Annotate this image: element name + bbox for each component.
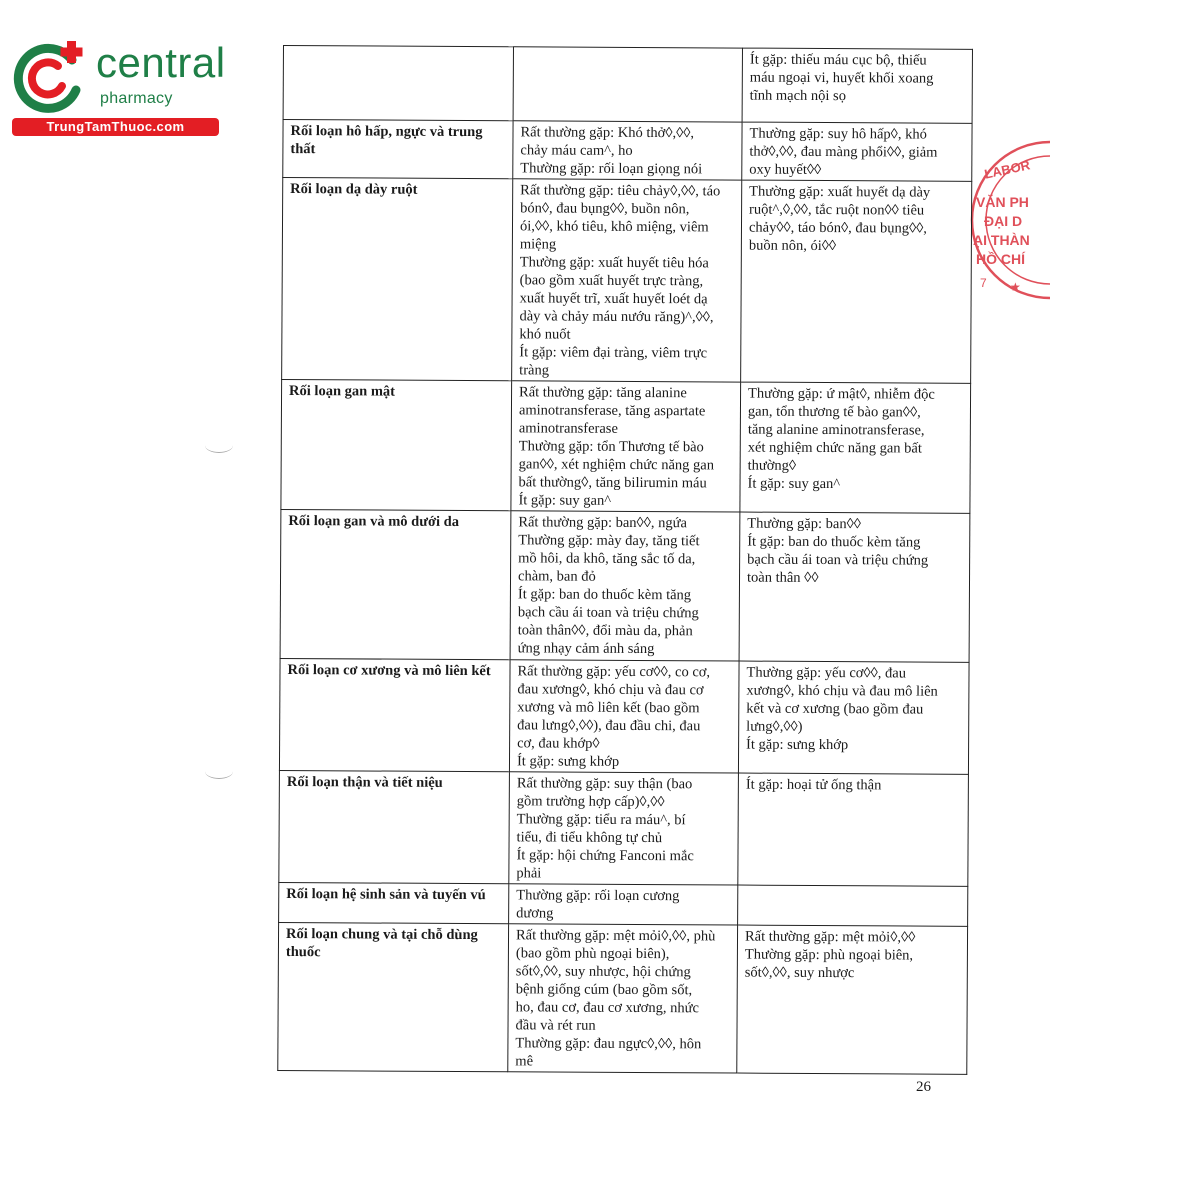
table-row — [278, 922, 968, 1074]
table-row — [280, 509, 970, 662]
frequency-cell-group1 — [512, 179, 742, 382]
cell-line: Rất thường gặp: yếu cơ◊◊, co cơ, — [517, 663, 711, 681]
cell-line: mồ hôi, da khô, tăng sắc tố da, — [518, 550, 696, 568]
stamp-line-6: 7 — [980, 276, 987, 290]
frequency-cell-group1 — [509, 772, 739, 885]
cell-line: buồn nôn, ói◊◊ — [748, 237, 837, 255]
cell-line: Rất thường gặp: tiêu chảy◊,◊◊, táo — [520, 182, 721, 200]
cell-line: bệnh giống cúm (bao gồm sốt, — [515, 981, 693, 999]
cell-line: lưng◊,◊◊) — [746, 718, 803, 735]
category-cell: Rối loạn gan mật — [281, 379, 512, 510]
stamp-line-1: LABOR — [982, 157, 1032, 182]
frequency-cell-group2 — [740, 382, 971, 513]
category-cell: Rối loạn cơ xương và mô liên kết — [279, 658, 510, 771]
cell-line: đau xương◊, khó chịu và đau cơ — [517, 681, 704, 699]
stamp-line-4: ẠI THÀN — [973, 232, 1030, 248]
logo-site-banner: TrungTamThuoc.com — [12, 118, 219, 136]
cell-line: Ít gặp: ban do thuốc kèm tăng — [747, 533, 921, 551]
cell-line: (bao gồm phù ngoại biên), — [515, 945, 670, 963]
stamp-line-5: HỒ CHÍ — [976, 251, 1025, 267]
frequency-cell-group2 — [737, 925, 968, 1074]
cell-line: bón◊, đau bụng◊◊, buồn nôn, — [520, 200, 690, 218]
cell-line: dương — [516, 905, 554, 922]
category-cell: Rối loạn chung và tại chỗ dùng thuốc — [278, 922, 509, 1071]
cell-line: bất thường◊, tăng bilirumin máu — [518, 474, 707, 492]
binder-hole-top — [205, 438, 233, 453]
cell-line: Thường gặp: xuất huyết dạ dày — [749, 183, 931, 201]
cell-line: thường◊ — [747, 457, 797, 474]
cell-line: Thường gặp: mày đay, tăng tiết — [518, 532, 700, 550]
cell-line: dày và chảy máu nướu răng)^,◊◊, — [519, 308, 714, 326]
cell-line: Ít gặp: ban do thuốc kèm tăng — [517, 586, 692, 604]
frequency-cell-group2 — [739, 512, 970, 662]
cell-line: Thường gặp: rối loạn giọng nói — [520, 160, 703, 178]
cell-line: Ít gặp: hoại tử ống thận — [745, 776, 882, 794]
table-row — [279, 770, 969, 886]
cell-line: tăng alanine aminotransferase, — [747, 421, 925, 439]
cell-line: phải — [516, 865, 542, 882]
cell-line: Thường gặp: rối loạn cương — [516, 887, 680, 905]
frequency-cell-group1 — [508, 924, 738, 1073]
category-cell: Rối loạn hệ sinh sản và tuyến vú — [279, 882, 509, 923]
cell-line: Thường gặp: tiểu ra máu^, bí — [516, 811, 686, 829]
cell-line: Ít gặp: suy gan^ — [518, 492, 612, 509]
cell-line: Rất thường gặp: ban◊◊, ngứa — [518, 514, 687, 532]
table-body — [278, 46, 973, 1075]
binder-hole-bottom — [205, 764, 233, 779]
table-row — [279, 658, 969, 774]
cell-line: thở◊,◊◊, đau màng phổi◊◊, giảm — [749, 143, 938, 161]
page-number: 26 — [916, 1079, 931, 1095]
stamp-star-icon: ★ — [1010, 280, 1021, 294]
cell-line: chảy máu cam^, ho — [520, 142, 633, 159]
cell-line: Thường gặp: ứ mật◊, nhiễm độc — [748, 385, 935, 403]
cell-line: Ít gặp: sưng khớp — [746, 736, 849, 754]
table-row — [281, 379, 971, 513]
frequency-cell-group2 — [742, 48, 972, 123]
logo-mark-icon — [10, 38, 90, 118]
cell-line: khó nuốt — [519, 326, 571, 343]
table-row — [283, 46, 972, 124]
cell-line: tràng — [519, 362, 550, 379]
cell-line: xương◊, khó chịu và đau mô liên — [746, 682, 938, 700]
cell-line: đau lưng◊,◊◊), đau đầu chi, đau — [517, 717, 701, 735]
logo-name: central — [96, 39, 226, 86]
table-row — [279, 882, 968, 926]
adverse-reactions-table — [277, 45, 973, 1075]
cell-line: aminotransferase, tăng aspartate — [518, 402, 706, 420]
cell-line: mê — [515, 1053, 534, 1070]
cell-line: Thường gặp: xuất huyết tiêu hóa — [519, 254, 709, 272]
cell-line: Ít gặp: sưng khớp — [516, 753, 620, 770]
cell-line: kết và cơ xương (bao gồm đau — [746, 700, 924, 718]
frequency-cell-group1 — [510, 511, 740, 661]
cell-line: Rất thường gặp: mệt mỏi◊,◊◊, phù — [515, 927, 716, 945]
cell-line: Ít gặp: hội chứng Fanconi mắc — [516, 847, 694, 865]
frequency-cell-group1 — [513, 47, 742, 122]
logo-subtitle: pharmacy — [100, 90, 173, 107]
cell-line: Thường gặp: suy hô hấp◊, khó — [749, 125, 927, 143]
cell-line: aminotransferase — [518, 420, 618, 437]
frequency-cell-group2 — [738, 661, 969, 774]
cell-line: ho, đau cơ, đau cơ xương, nhức — [515, 999, 699, 1017]
cell-line: Rất thường gặp: mệt mỏi◊,◊◊ — [744, 928, 916, 946]
cell-line: Thường gặp: tổn Thương tế bào — [518, 438, 704, 456]
frequency-cell-group2 — [738, 773, 969, 886]
cell-line: máu ngoại vi, huyết khối xoang — [749, 69, 934, 87]
frequency-cell-group1 — [509, 884, 738, 925]
cell-line: xét nghiệm chức năng gan bất — [747, 439, 922, 457]
cell-line: ói,◊◊, khó tiêu, khô miệng, viêm — [519, 218, 709, 236]
cell-line: Thường gặp: ban◊◊ — [747, 515, 861, 533]
cell-line: Ít gặp: viêm đại tràng, viêm trực — [519, 344, 708, 362]
cell-line: sốt◊,◊◊, suy nhược, hội chứng — [515, 963, 691, 981]
table-row — [283, 120, 972, 182]
cell-line: xuất huyết trĩ, xuất huyết loét dạ — [519, 290, 708, 308]
category-cell: Rối loạn dạ dày ruột — [282, 178, 513, 381]
cell-line: gan, tổn thương tế bào gan◊◊, — [747, 403, 921, 421]
cell-line: ruột^,◊,◊◊, tắc ruột non◊◊ tiêu — [749, 201, 925, 219]
cell-line: toàn thân◊◊, đổi màu da, phản — [517, 622, 693, 640]
cell-line: Ít gặp: thiếu máu cục bộ, thiếu — [749, 51, 927, 69]
stamp-line-2: VĂN PH — [976, 194, 1029, 210]
frequency-cell-group2 — [738, 885, 968, 926]
category-cell: Rối loạn thận và tiết niệu — [279, 770, 510, 883]
frequency-cell-group1 — [509, 660, 739, 773]
cell-line: Rất thường gặp: Khó thở◊,◊◊, — [520, 124, 695, 142]
frequency-cell-group1 — [511, 381, 741, 512]
cell-line: sốt◊,◊◊, suy nhược — [744, 964, 855, 982]
cell-line: Thường gặp: phù ngoại biên, — [744, 946, 914, 964]
cell-line: cơ, đau khớp◊ — [517, 735, 600, 752]
frequency-cell-group1 — [513, 121, 742, 180]
cell-line: Thường gặp: đau ngực◊,◊◊, hôn — [515, 1035, 702, 1053]
cell-line: Rất thường gặp: suy thận (bao — [516, 775, 693, 793]
category-cell: Rối loạn gan và mô dưới da — [280, 509, 511, 659]
cell-line: oxy huyết◊◊ — [749, 161, 822, 179]
cell-line: tiểu, đi tiểu không tự chủ — [516, 829, 663, 847]
table-row — [282, 178, 972, 384]
cell-line: (bao gồm xuất huyết trực tràng, — [519, 272, 704, 290]
cell-line: xương và mô liên kết (bao gồm — [517, 699, 700, 717]
frequency-cell-group2 — [742, 122, 972, 181]
cell-line: Ít gặp: suy gan^ — [747, 475, 841, 493]
cell-line: gan◊◊, xét nghiệm chức năng gan — [518, 456, 715, 474]
cell-line: chàm, ban đỏ — [517, 568, 596, 585]
cell-line: chảy◊◊, táo bón◊, đau bụng◊◊, — [748, 219, 927, 237]
category-cell — [283, 46, 513, 121]
cell-line: tĩnh mạch nội sọ — [749, 87, 847, 105]
cell-line: đầu và rét run — [515, 1017, 596, 1034]
category-cell: Rối loạn hô hấp, ngực và trung thất — [283, 120, 513, 179]
cell-line: Rất thường gặp: tăng alanine — [519, 384, 687, 402]
cell-line: bạch cầu ái toan và triệu chứng — [747, 551, 929, 569]
cell-line: bạch cầu ái toan và triệu chứng — [517, 604, 699, 622]
cell-line: toàn thân ◊◊ — [746, 569, 819, 586]
central-pharmacy-logo — [10, 38, 226, 138]
cell-line: miệng — [519, 236, 557, 253]
cell-line: gồm trường hợp cấp)◊,◊◊ — [516, 793, 665, 811]
cell-line: ứng nhạy cảm ánh sáng — [517, 640, 655, 658]
cell-line: Thường gặp: yếu cơ◊◊, đau — [746, 664, 907, 682]
stamp-line-3: ĐẠI D — [984, 213, 1023, 229]
frequency-cell-group2 — [741, 180, 972, 383]
